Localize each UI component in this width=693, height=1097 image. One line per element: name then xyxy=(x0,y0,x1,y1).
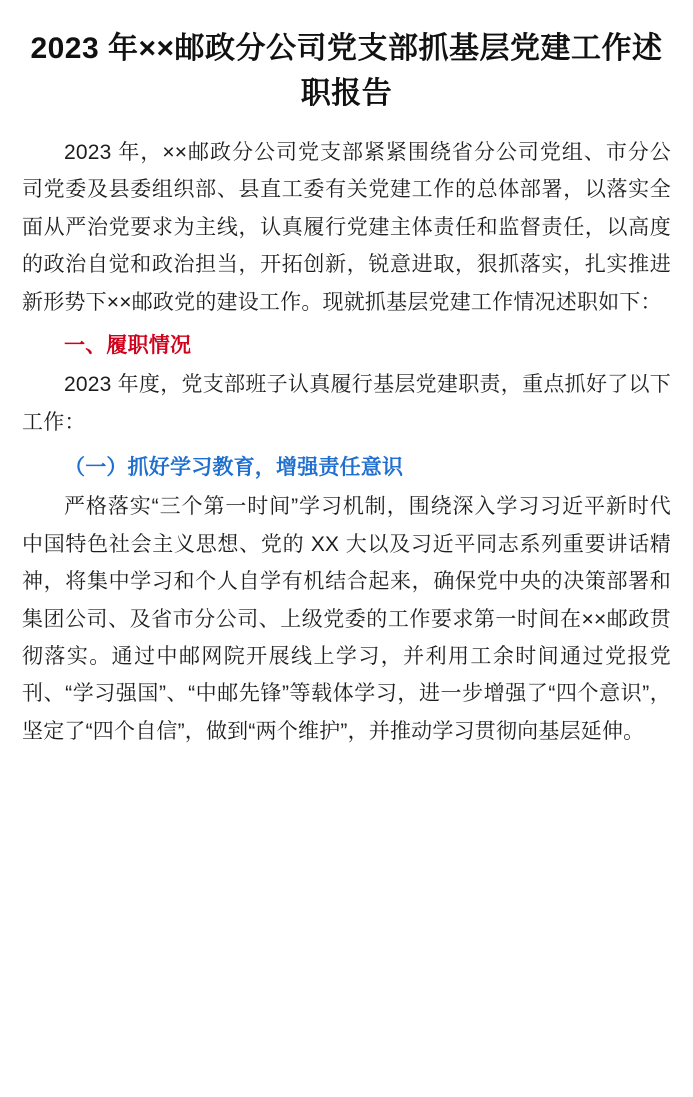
paragraph-intro: 2023 年，××邮政分公司党支部紧紧围绕省分公司党组、市分公司党委及县委组织部、县直工委有关党建工作的总体部署，以落实全面从严治党要求为主线，认真履行党建主体责任和监督责任，以高度的政治自觉和政治担当，开拓创新，锐意进取，狠抓落实，扎实推进新形势下××邮政党的建设工作。现就抓基层党建工作情况述职如下： xyxy=(22,141,671,314)
paragraph-duties-lead: 2023 年度，党支部班子认真履行基层党建职责，重点抓好了以下工作： xyxy=(22,373,671,434)
paragraph-study-education: 严格落实“三个第一时间”学习机制，围绕深入学习习近平新时代中国特色社会主义思想、党的 XX 大以及习近平同志系列重要讲话精神，将集中学习和个人自学有机结合起来，确保党中央的决策部署和集团公司、及省市分公司、上级党委的工作要求第一时间在××邮政贯彻落实。通过中邮网院开展线上学习，并利用工余时间通过党报党刊、“学习强国”、“中邮先锋”等载体学习，进一步增强了“四个意识”，坚定了“四个自信”，做到“两个维护”，并推动学习贯彻向基层延伸。 xyxy=(22,495,671,743)
page-title: 2023 年××邮政分公司党支部抓基层党建工作述职报告 xyxy=(30,32,663,110)
subsection-heading-study-education: （一）抓好学习教育，增强责任意识 xyxy=(64,456,404,479)
section-heading-duties: 一、履职情况 xyxy=(64,333,192,357)
